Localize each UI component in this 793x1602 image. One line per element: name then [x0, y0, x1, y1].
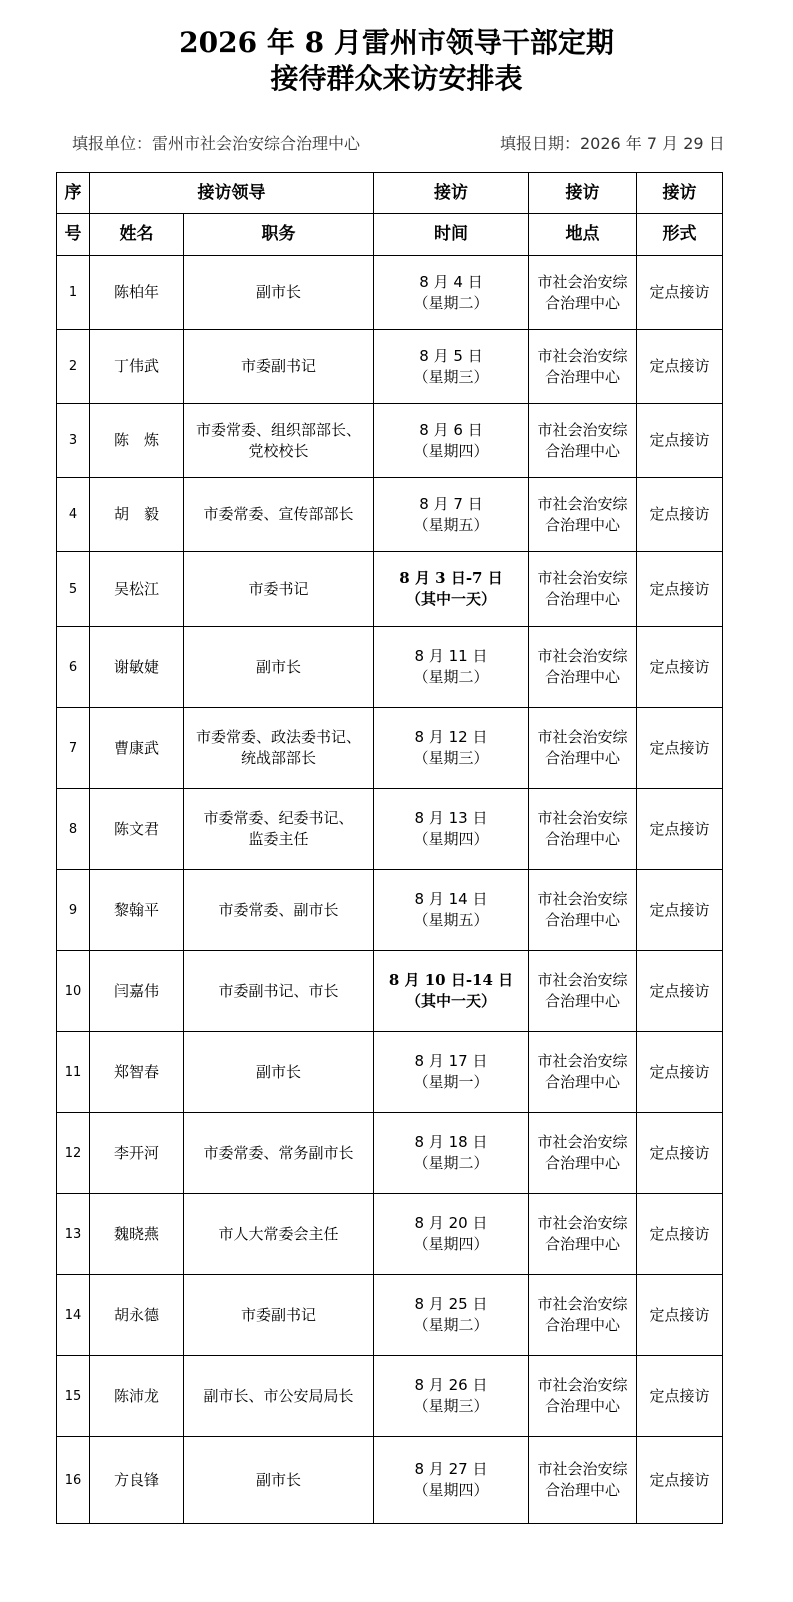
- no-cell: [57, 627, 90, 708]
- form-cell: [637, 870, 723, 951]
- leader-name: 丁伟武: [113, 357, 159, 375]
- name-cell: [90, 627, 184, 708]
- table-row: [57, 627, 723, 708]
- position-line-1: 副市长: [255, 1470, 301, 1489]
- visit-form: 定点接访: [649, 1062, 710, 1081]
- visit-form: 定点接访: [649, 1143, 710, 1162]
- visit-form: 定点接访: [649, 819, 710, 838]
- position-cell: [184, 1113, 374, 1194]
- time-line-2: （星期三）: [413, 1397, 489, 1415]
- time-line-1: 8 月 4 日: [419, 272, 483, 291]
- header-name: 姓名: [90, 214, 184, 256]
- name-cell: [90, 1275, 184, 1356]
- row-number: 15: [64, 1388, 82, 1404]
- time-line-2: （星期二）: [413, 668, 489, 686]
- place-line-2: 合治理中心: [544, 293, 620, 312]
- table-row: [57, 552, 723, 627]
- schedule-body: [57, 256, 723, 1524]
- position-line-1: 市委副书记、市长: [218, 981, 339, 1000]
- visit-form: 定点接访: [649, 505, 710, 523]
- time-line-2: （星期二）: [413, 1154, 489, 1172]
- visit-form: 定点接访: [649, 431, 710, 449]
- time-line-1: 8 月 11 日: [414, 647, 488, 665]
- row-number: 6: [68, 659, 78, 675]
- time-line-1: 8 月 10 日-14 日: [388, 971, 514, 989]
- time-cell: [374, 478, 529, 552]
- time-line-2: （星期四）: [413, 1481, 489, 1499]
- name-cell: [90, 256, 184, 330]
- time-line-1: 8 月 3 日-7 日: [399, 569, 503, 587]
- position-line-2: 统战部部长: [240, 749, 316, 767]
- table-row: [57, 1356, 723, 1437]
- place-line-2: 合治理中心: [544, 668, 620, 686]
- place-line-2: 合治理中心: [544, 749, 620, 767]
- leader-name: 陈柏年: [113, 283, 159, 301]
- place-line-1: 市社会治安综: [537, 890, 628, 908]
- position-cell: [184, 404, 374, 478]
- time-line-1: 8 月 27 日: [414, 1460, 488, 1478]
- visit-form: 定点接访: [649, 657, 710, 676]
- name-cell: [90, 1437, 184, 1524]
- place-line-2: 合治理中心: [544, 1235, 620, 1253]
- place-line-1: 市社会治安综: [537, 420, 628, 439]
- time-line-2: （其中一天）: [405, 590, 496, 608]
- header-time-bottom: 时间: [374, 214, 529, 256]
- name-cell: [90, 951, 184, 1032]
- position-line-1: 副市长: [255, 1062, 301, 1081]
- table-row: [57, 478, 723, 552]
- time-cell: [374, 552, 529, 627]
- time-cell: [374, 789, 529, 870]
- fill-date: 填报日期：2026 年 7 月 29 日: [500, 134, 725, 153]
- time-line-1: 8 月 14 日: [414, 890, 488, 908]
- time-line-1: 8 月 26 日: [414, 1376, 488, 1394]
- place-cell: [529, 330, 637, 404]
- form-cell: [637, 256, 723, 330]
- form-cell: [637, 951, 723, 1032]
- place-line-2: 合治理中心: [544, 367, 620, 386]
- position-cell: [184, 330, 374, 404]
- place-cell: [529, 870, 637, 951]
- form-cell: [637, 1356, 723, 1437]
- header-place-bottom: 地点: [529, 214, 637, 256]
- table-row: [57, 330, 723, 404]
- visit-form: 定点接访: [649, 1470, 710, 1489]
- name-cell: [90, 478, 184, 552]
- place-line-2: 合治理中心: [544, 590, 620, 608]
- time-cell: [374, 708, 529, 789]
- leader-name: 胡 毅: [113, 505, 159, 523]
- position-line-1: 市人大常委会主任: [218, 1224, 339, 1243]
- no-cell: [57, 1356, 90, 1437]
- row-number: 7: [68, 740, 78, 756]
- place-line-1: 市社会治安综: [537, 272, 628, 291]
- fill-unit: 填报单位：雷州市社会治安综合治理中心: [72, 134, 361, 153]
- no-cell: [57, 951, 90, 1032]
- visit-form: 定点接访: [649, 283, 710, 301]
- no-cell: [57, 1275, 90, 1356]
- position-cell: [184, 1032, 374, 1113]
- no-cell: [57, 708, 90, 789]
- position-line-1: 市委副书记: [240, 1305, 316, 1324]
- table-row: [57, 1437, 723, 1524]
- place-cell: [529, 404, 637, 478]
- position-line-1: 市委副书记: [240, 357, 316, 375]
- table-row: [57, 1032, 723, 1113]
- name-cell: [90, 870, 184, 951]
- position-cell: [184, 708, 374, 789]
- visit-form: 定点接访: [649, 357, 710, 375]
- position-cell: [184, 1437, 374, 1524]
- place-line-1: 市社会治安综: [537, 1295, 628, 1313]
- time-line-1: 8 月 12 日: [414, 728, 488, 746]
- place-line-2: 合治理中心: [544, 1154, 620, 1172]
- position-line-2: 监委主任: [248, 830, 309, 848]
- place-line-1: 市社会治安综: [537, 569, 628, 587]
- leader-name: 谢敏婕: [113, 657, 159, 676]
- document-title-line2: 接待群众来访安排表: [270, 62, 523, 95]
- position-line-1: 市委常委、常务副市长: [203, 1143, 354, 1162]
- time-line-1: 8 月 25 日: [414, 1295, 488, 1313]
- place-line-2: 合治理中心: [544, 1316, 620, 1334]
- position-line-2: 党校校长: [248, 441, 309, 460]
- time-line-1: 8 月 13 日: [414, 809, 488, 827]
- schedule-table: [56, 172, 723, 1524]
- row-number: 5: [68, 581, 78, 597]
- time-line-2: （星期二）: [413, 1316, 489, 1334]
- time-cell: [374, 627, 529, 708]
- visit-form: 定点接访: [649, 1224, 710, 1243]
- name-cell: [90, 404, 184, 478]
- place-line-2: 合治理中心: [544, 1397, 620, 1415]
- time-line-2: （星期四）: [413, 830, 489, 848]
- row-number: 8: [68, 821, 78, 837]
- table-row: [57, 870, 723, 951]
- header-form-top: 接访: [637, 173, 723, 214]
- form-cell: [637, 478, 723, 552]
- place-line-1: 市社会治安综: [537, 1460, 628, 1478]
- table-row: [57, 951, 723, 1032]
- header-place-top: 接访: [529, 173, 637, 214]
- time-cell: [374, 1275, 529, 1356]
- visit-form: 定点接访: [649, 579, 710, 598]
- leader-name: 陈沛龙: [113, 1386, 159, 1405]
- time-cell: [374, 404, 529, 478]
- position-cell: [184, 951, 374, 1032]
- place-line-1: 市社会治安综: [537, 1133, 628, 1151]
- name-cell: [90, 330, 184, 404]
- no-cell: [57, 552, 90, 627]
- form-cell: [637, 1032, 723, 1113]
- no-cell: [57, 1032, 90, 1113]
- place-cell: [529, 1194, 637, 1275]
- place-line-1: 市社会治安综: [537, 1376, 628, 1394]
- no-cell: [57, 256, 90, 330]
- place-line-2: 合治理中心: [544, 515, 620, 534]
- no-cell: [57, 1437, 90, 1524]
- form-cell: [637, 1437, 723, 1524]
- place-line-2: 合治理中心: [544, 992, 620, 1010]
- form-cell: [637, 552, 723, 627]
- place-cell: [529, 951, 637, 1032]
- row-number: 1: [68, 285, 78, 300]
- header-row-1: [57, 173, 723, 214]
- position-line-1: 市委常委、纪委书记、: [203, 809, 354, 827]
- leader-name: 闫嘉伟: [113, 981, 159, 1000]
- visit-form: 定点接访: [649, 1305, 710, 1324]
- place-cell: [529, 789, 637, 870]
- form-cell: [637, 1113, 723, 1194]
- place-line-1: 市社会治安综: [537, 647, 628, 665]
- leader-name: 黎翰平: [113, 900, 159, 919]
- place-cell: [529, 1275, 637, 1356]
- no-cell: [57, 330, 90, 404]
- position-cell: [184, 256, 374, 330]
- row-number: 4: [68, 507, 78, 522]
- name-cell: [90, 1356, 184, 1437]
- row-number: 12: [64, 1145, 82, 1161]
- place-line-1: 市社会治安综: [537, 809, 628, 827]
- header-leader-group: 接访领导: [90, 173, 374, 214]
- header-seq-top: 序: [57, 173, 90, 214]
- form-cell: [637, 1275, 723, 1356]
- row-number: 9: [68, 902, 78, 918]
- form-cell: [637, 708, 723, 789]
- position-cell: [184, 1194, 374, 1275]
- table-row: [57, 1113, 723, 1194]
- time-line-2: （星期四）: [413, 1235, 489, 1253]
- place-line-1: 市社会治安综: [537, 1214, 628, 1232]
- form-cell: [637, 1194, 723, 1275]
- place-line-2: 合治理中心: [544, 911, 620, 929]
- time-line-1: 8 月 17 日: [414, 1052, 488, 1070]
- time-line-1: 8 月 18 日: [414, 1133, 488, 1151]
- name-cell: [90, 789, 184, 870]
- position-cell: [184, 1275, 374, 1356]
- leader-name: 魏晓燕: [113, 1224, 159, 1243]
- time-cell: [374, 870, 529, 951]
- time-cell: [374, 256, 529, 330]
- header-position: 职务: [184, 214, 374, 256]
- visit-form: 定点接访: [649, 1386, 710, 1405]
- time-line-1: 8 月 7 日: [419, 494, 483, 513]
- table-row: [57, 1194, 723, 1275]
- row-number: 11: [64, 1064, 82, 1080]
- time-line-2: （星期二）: [413, 293, 489, 312]
- form-cell: [637, 404, 723, 478]
- position-cell: [184, 478, 374, 552]
- position-line-1: 副市长: [255, 657, 301, 676]
- row-number: 13: [64, 1226, 82, 1242]
- place-cell: [529, 1437, 637, 1524]
- place-cell: [529, 1113, 637, 1194]
- no-cell: [57, 789, 90, 870]
- time-cell: [374, 1032, 529, 1113]
- position-line-1: 市委常委、宣传部部长: [203, 505, 354, 523]
- place-line-2: 合治理中心: [544, 1073, 620, 1091]
- position-line-1: 市委常委、政法委书记、: [195, 728, 361, 746]
- table-row: [57, 256, 723, 330]
- table-row: [57, 404, 723, 478]
- visit-form: 定点接访: [649, 900, 710, 919]
- time-line-2: （星期三）: [413, 749, 489, 767]
- no-cell: [57, 1194, 90, 1275]
- position-line-1: 市委书记: [248, 579, 309, 598]
- header-time-top: 接访: [374, 173, 529, 214]
- row-number: 10: [64, 983, 82, 999]
- place-cell: [529, 1032, 637, 1113]
- form-cell: [637, 627, 723, 708]
- leader-name: 方良锋: [113, 1470, 159, 1489]
- position-cell: [184, 1356, 374, 1437]
- time-line-2: （星期一）: [413, 1073, 489, 1091]
- time-line-1: 8 月 20 日: [414, 1214, 488, 1232]
- visit-form: 定点接访: [649, 738, 710, 757]
- row-number: 3: [68, 433, 78, 448]
- leader-name: 吴松江: [113, 579, 159, 598]
- place-cell: [529, 478, 637, 552]
- header-form-bottom: 形式: [637, 214, 723, 256]
- time-cell: [374, 1194, 529, 1275]
- time-cell: [374, 1113, 529, 1194]
- place-line-1: 市社会治安综: [537, 728, 628, 746]
- no-cell: [57, 1113, 90, 1194]
- time-line-1: 8 月 5 日: [419, 346, 483, 365]
- position-cell: [184, 870, 374, 951]
- place-line-2: 合治理中心: [544, 1481, 620, 1499]
- leader-name: 陈文君: [113, 819, 159, 838]
- header-seq-bottom: 号: [57, 214, 90, 256]
- place-line-1: 市社会治安综: [537, 1052, 628, 1070]
- time-cell: [374, 1437, 529, 1524]
- no-cell: [57, 478, 90, 552]
- table-row: [57, 708, 723, 789]
- row-number: 2: [68, 359, 78, 374]
- place-cell: [529, 256, 637, 330]
- time-line-2: （星期五）: [413, 911, 489, 929]
- time-line-2: （其中一天）: [405, 992, 496, 1010]
- table-row: [57, 789, 723, 870]
- header-row-2: [57, 214, 723, 256]
- leader-name: 胡永德: [113, 1305, 159, 1324]
- row-number: 16: [64, 1472, 82, 1488]
- name-cell: [90, 1113, 184, 1194]
- no-cell: [57, 404, 90, 478]
- position-line-1: 副市长、市公安局局长: [203, 1386, 354, 1405]
- leader-name: 李开河: [113, 1143, 159, 1162]
- position-line-1: 副市长: [255, 283, 301, 301]
- time-cell: [374, 1356, 529, 1437]
- leader-name: 曹康武: [113, 738, 159, 757]
- time-line-2: （星期三）: [413, 367, 489, 386]
- visit-form: 定点接访: [649, 981, 710, 1000]
- no-cell: [57, 870, 90, 951]
- row-number: 14: [64, 1307, 82, 1323]
- place-cell: [529, 552, 637, 627]
- place-line-1: 市社会治安综: [537, 971, 628, 989]
- document-title-line1: 2026 年 8 月雷州市领导干部定期: [179, 26, 614, 59]
- leader-name: 陈 炼: [113, 431, 159, 449]
- leader-name: 郑智春: [113, 1062, 159, 1081]
- position-line-1: 市委常委、副市长: [218, 900, 339, 919]
- form-cell: [637, 330, 723, 404]
- place-line-2: 合治理中心: [544, 441, 620, 460]
- time-cell: [374, 951, 529, 1032]
- time-line-2: （星期五）: [413, 515, 489, 534]
- time-line-1: 8 月 6 日: [419, 420, 483, 439]
- time-cell: [374, 330, 529, 404]
- form-cell: [637, 789, 723, 870]
- position-line-1: 市委常委、组织部部长、: [195, 420, 361, 439]
- place-line-2: 合治理中心: [544, 830, 620, 848]
- place-cell: [529, 627, 637, 708]
- name-cell: [90, 708, 184, 789]
- place-line-1: 市社会治安综: [537, 346, 628, 365]
- table-row: [57, 1275, 723, 1356]
- place-cell: [529, 1356, 637, 1437]
- place-cell: [529, 708, 637, 789]
- time-line-2: （星期四）: [413, 441, 489, 460]
- position-cell: [184, 552, 374, 627]
- name-cell: [90, 1032, 184, 1113]
- place-line-1: 市社会治安综: [537, 494, 628, 513]
- name-cell: [90, 1194, 184, 1275]
- name-cell: [90, 552, 184, 627]
- position-cell: [184, 789, 374, 870]
- position-cell: [184, 627, 374, 708]
